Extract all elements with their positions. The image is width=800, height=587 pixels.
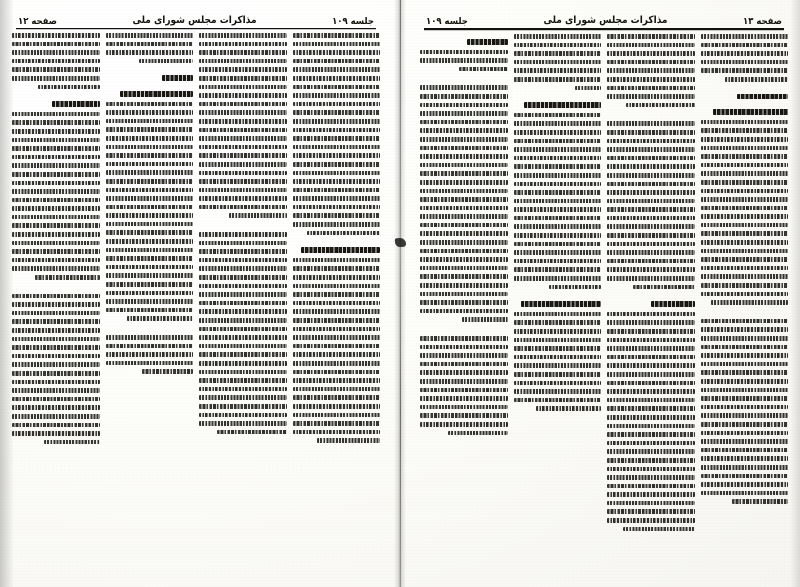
left-column-2 [607, 34, 695, 582]
speaker-heading [301, 247, 380, 253]
right-page-number: صفحه ۱۲ [18, 15, 57, 28]
left-page-number: صفحه ۱۳ [743, 15, 782, 28]
paragraph [514, 312, 602, 415]
right-column-2 [199, 33, 287, 581]
speaker-heading [120, 91, 194, 97]
paragraph [12, 33, 100, 93]
right-column-3 [106, 33, 194, 581]
left-page-title: مذاکرات مجلس شورای ملی [543, 15, 668, 27]
speaker-heading [524, 102, 601, 108]
left-page [406, 0, 800, 587]
speaker-heading [521, 301, 602, 307]
paragraph [199, 33, 287, 222]
paragraph [607, 312, 695, 535]
right-column-1 [293, 33, 381, 581]
left-page-columns [414, 34, 794, 582]
paragraph [607, 34, 695, 111]
scan-ink-blot [395, 238, 406, 248]
left-column-4 [420, 34, 508, 582]
left-page-session-label: جلسه ۱۰۹ [426, 15, 468, 28]
paragraph [514, 113, 602, 293]
speaker-heading [737, 94, 788, 100]
left-column-1 [701, 34, 789, 582]
left-page-header-rule [424, 28, 784, 30]
section-heading [52, 101, 99, 107]
left-column-3 [514, 34, 602, 582]
paragraph [199, 232, 287, 438]
paragraph [106, 102, 194, 325]
paragraph [12, 294, 100, 449]
paragraph [420, 50, 508, 76]
paragraph [514, 34, 602, 94]
left-page-running-head [414, 4, 794, 26]
right-page-columns [6, 33, 386, 581]
paragraph [293, 258, 381, 447]
paragraph [106, 33, 194, 67]
right-page [0, 0, 394, 587]
speaker-heading [713, 109, 788, 115]
paragraph [420, 336, 508, 439]
paragraph [701, 120, 789, 309]
page-gutter [394, 0, 406, 587]
paragraph [293, 33, 381, 239]
paragraph [701, 319, 789, 508]
speaker-heading [162, 75, 194, 81]
paragraph [607, 121, 695, 293]
speaker-heading [651, 301, 695, 307]
paragraph [106, 335, 194, 378]
right-page-session-label: جلسه ۱۰۹ [332, 15, 374, 28]
paragraph [701, 34, 789, 86]
right-page-running-head [6, 4, 386, 26]
paragraph [420, 85, 508, 326]
right-column-4 [12, 33, 100, 581]
right-page-header-rule [16, 28, 376, 29]
article-heading [467, 39, 507, 45]
gutter-fold-line [400, 0, 401, 587]
paragraph [12, 112, 100, 284]
right-page-title: مذاکرات مجلس شورای ملی [132, 15, 257, 27]
